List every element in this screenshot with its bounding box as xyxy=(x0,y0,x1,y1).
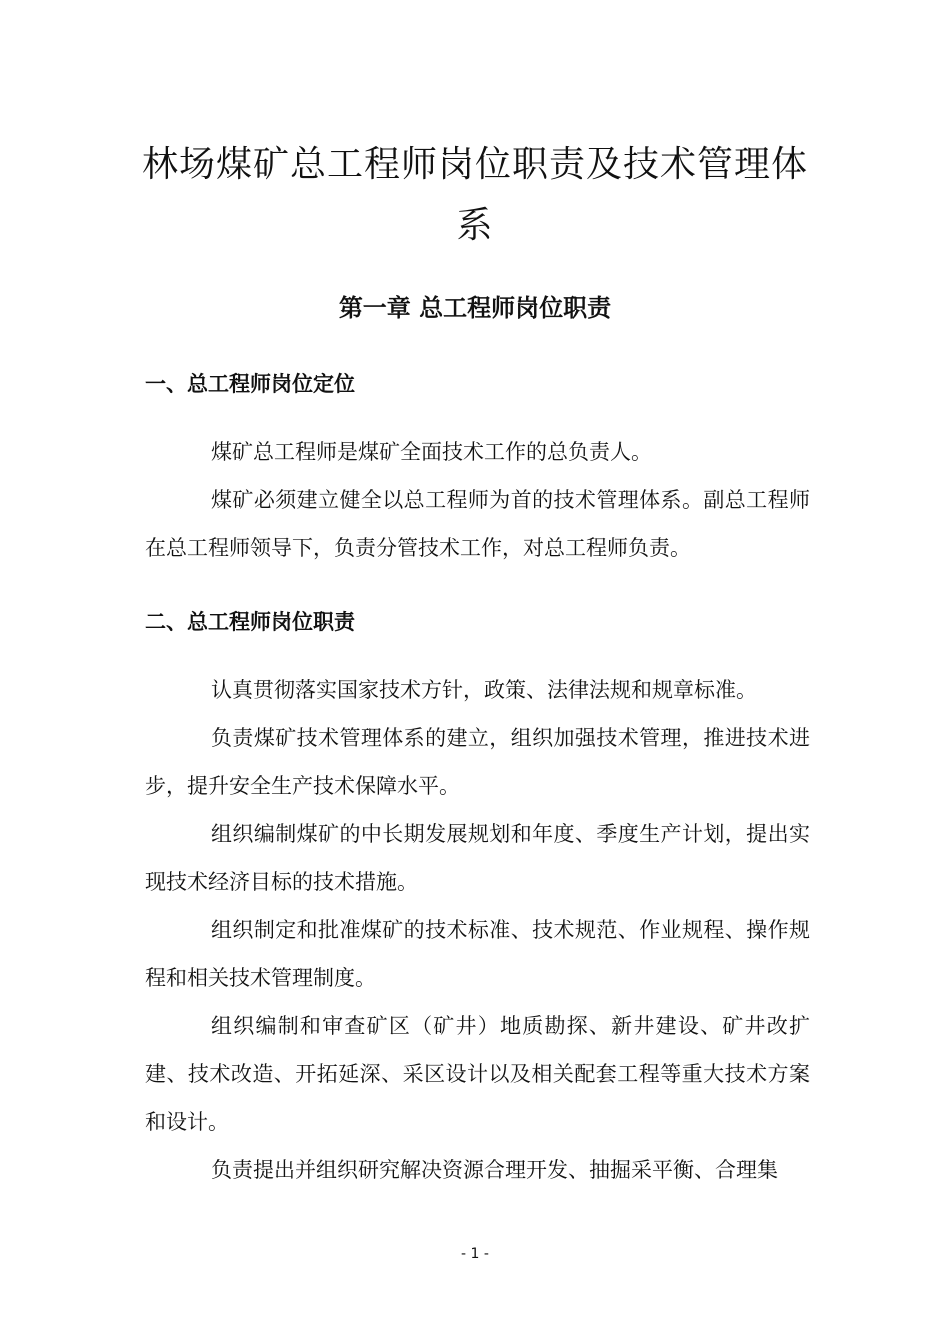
section-heading-positioning: 一、总工程师岗位定位 xyxy=(145,371,355,396)
paragraph: 煤矿必须建立健全以总工程师为首的技术管理体系。副总工程师在总工程师领导下，负责分管技术工作，对总工程师负责。 xyxy=(145,488,810,560)
page-number: - 1 - xyxy=(461,1246,489,1262)
paragraph: 组织编制煤矿的中长期发展规划和年度、季度生产计划，提出实现技术经济目标的技术措施。 xyxy=(145,822,810,894)
document-title-line-1: 林场煤矿总工程师岗位职责及技术管理体 xyxy=(141,144,808,185)
section-body-positioning xyxy=(145,428,810,572)
document-title-line-2: 系 xyxy=(456,205,494,246)
paragraph: 组织编制和审查矿区（矿井）地质勘探、新井建设、矿井改扩建、技术改造、开拓延深、采区设计以及相关配套工程等重大技术方案和设计。 xyxy=(145,1014,810,1134)
paragraph: 负责煤矿技术管理体系的建立，组织加强技术管理，推进技术进步，提升安全生产技术保障水平。 xyxy=(145,726,810,798)
paragraph: 负责提出并组织研究解决资源合理开发、抽掘采平衡、合理集 xyxy=(211,1158,778,1182)
paragraph: 组织制定和批准煤矿的技术标准、技术规范、作业规程、操作规程和相关技术管理制度。 xyxy=(145,918,810,990)
paragraph: 煤矿总工程师是煤矿全面技术工作的总负责人。 xyxy=(211,440,652,464)
paragraph: 认真贯彻落实国家技术方针，政策、法律法规和规章标准。 xyxy=(211,678,757,702)
section-body-responsibilities xyxy=(145,666,810,1194)
chapter-heading: 第一章 总工程师岗位职责 xyxy=(338,293,612,322)
section-heading-responsibilities: 二、总工程师岗位职责 xyxy=(145,609,355,634)
